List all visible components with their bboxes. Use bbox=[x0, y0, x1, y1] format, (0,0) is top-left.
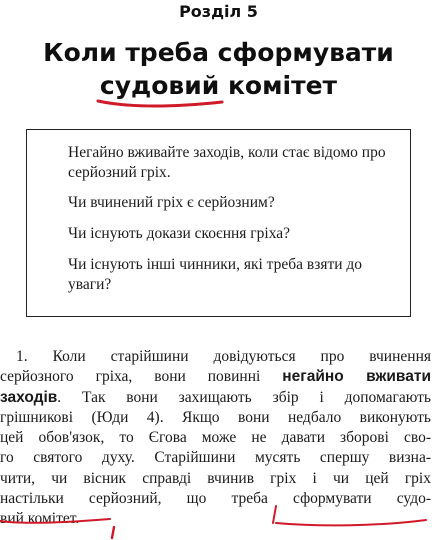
box-question-1: Чи вчинений гріх є серйозним? bbox=[68, 194, 275, 211]
section-label: Розділ 5 bbox=[179, 2, 258, 21]
bold-phrase-end: заходів bbox=[0, 388, 58, 406]
paragraph-line: цей обов'язок, то Єгова може не давати зборові сво- bbox=[0, 429, 431, 447]
box-question-2: Чи існують докази скоєння гріха? bbox=[68, 225, 291, 242]
paragraph-line: го святого духу. Старійшини мусять спершу визна- bbox=[0, 449, 431, 467]
paragraph-text: . Так вони захищають збір і допомагають bbox=[57, 388, 431, 406]
chapter-title bbox=[0, 36, 437, 102]
title-line-1: Коли треба сформувати bbox=[43, 38, 394, 67]
paragraph-text: серйозного гріха, вони повинні bbox=[0, 368, 283, 386]
red-underline-mark bbox=[96, 93, 226, 111]
paragraph-line: вий комітет. bbox=[0, 510, 80, 528]
paragraph-line: настільки серйозний, що треба сформувати судо- bbox=[0, 490, 431, 508]
paragraph-line: 1. Коли старійшини довідуються про вчинення bbox=[16, 348, 431, 365]
title-line-2 bbox=[0, 69, 437, 102]
highlighted-word-text: судовий bbox=[99, 71, 220, 100]
paragraph-1 bbox=[0, 347, 431, 530]
highlighted-word bbox=[100, 69, 219, 102]
box-question-3: Чи існують інші чинники, які треба взяти до уваги? bbox=[68, 256, 363, 293]
summary-box bbox=[26, 129, 411, 317]
paragraph-line bbox=[0, 367, 431, 387]
paragraph-line bbox=[0, 388, 431, 408]
paragraph-line: грішникові (Юди 4). Якщо вони недбало виконують bbox=[0, 408, 431, 426]
bold-phrase: негайно вживати bbox=[282, 368, 431, 386]
paragraph-line: чити, чи вісник справді вчинив гріх і чи цей гріх bbox=[0, 469, 431, 487]
title-rest: комітет bbox=[219, 71, 338, 100]
box-intro: Негайно вживайте заходів, коли стає відомо про серйозний гріх. bbox=[68, 144, 386, 181]
